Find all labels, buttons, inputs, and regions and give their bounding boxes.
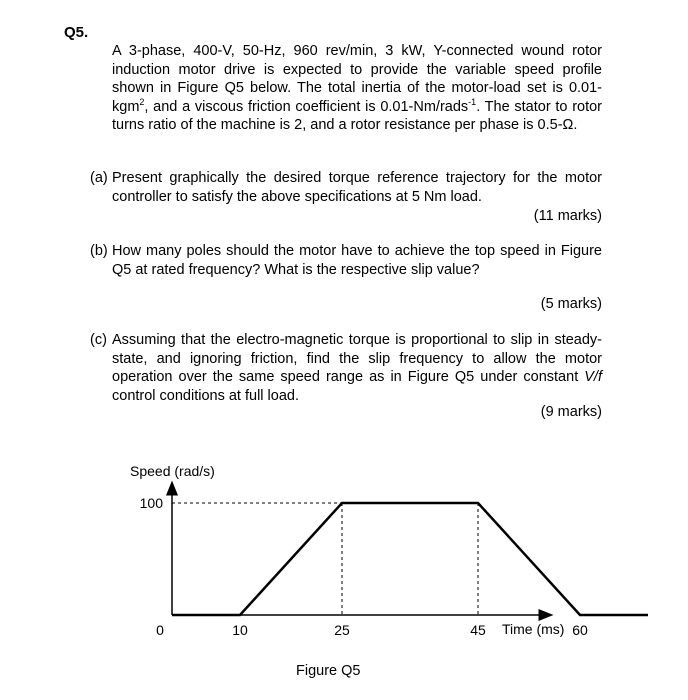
intro-text-3: . The stator to rotor turns ratio of the machine is 2, and a rotor resistance per phase is 0.5-Ω. xyxy=(112,98,603,133)
speed-profile-line xyxy=(172,503,648,615)
y-tick-label-100: 100 xyxy=(139,495,163,511)
part-a-label: (a) xyxy=(90,170,108,186)
part-a-text: Present graphically the desired torque reference trajectory for the motor controller to satisfy the above specifications at 5 Nm load. xyxy=(112,170,602,205)
part-c-text-1: Assuming that the electro-magnetic torque is proportional to slip in steady-state, and ignoring friction, find the slip frequency to allow the motor operation over the same speed range as in Figure Q5 under constant xyxy=(112,332,602,385)
part-c-marks: (9 marks) xyxy=(540,404,602,420)
intro-text-1: A 3-phase, 400-V, 50-Hz, 960 rev/min, 3 kW, Y-connected wound rotor induction motor drive is expected to provide the variable speed profile shown in Figure Q5 below. The total inertia of the motor-load set is 0.01-kgm xyxy=(112,43,602,115)
part-a xyxy=(90,169,602,206)
intro-superscript-1: 2 xyxy=(139,96,145,107)
part-c-text xyxy=(112,331,602,405)
part-c-vf: V/f xyxy=(584,369,602,385)
x-tick-label-45: 45 xyxy=(470,622,486,638)
x-tick-label-10: 10 xyxy=(232,622,248,638)
intro-text-2: , and a viscous friction coefficient is 0.01-Nm/rads xyxy=(144,98,469,115)
intro-superscript-2: -1 xyxy=(468,96,477,107)
part-b-label: (b) xyxy=(90,243,108,259)
part-b-text: How many poles should the motor have to achieve the top speed in Figure Q5 at rated frequency? What is the respective slip value? xyxy=(112,243,602,278)
x-tick-label-0: 0 xyxy=(156,622,164,638)
figure-caption: Figure Q5 xyxy=(296,663,361,679)
part-b xyxy=(90,242,602,279)
part-a-marks: (11 marks) xyxy=(533,208,602,224)
question-number: Q5. xyxy=(64,24,89,41)
part-c-label: (c) xyxy=(90,332,107,348)
y-axis-label: Speed (rad/s) xyxy=(130,463,215,479)
part-c-text-2: control conditions at full load. xyxy=(112,387,299,404)
x-tick-label-60: 60 xyxy=(572,622,588,638)
part-c xyxy=(90,331,602,405)
x-axis-label: Time (ms) xyxy=(502,621,565,637)
question-intro xyxy=(112,42,602,135)
part-b-marks: (5 marks) xyxy=(540,296,602,312)
x-tick-label-25: 25 xyxy=(334,622,350,638)
